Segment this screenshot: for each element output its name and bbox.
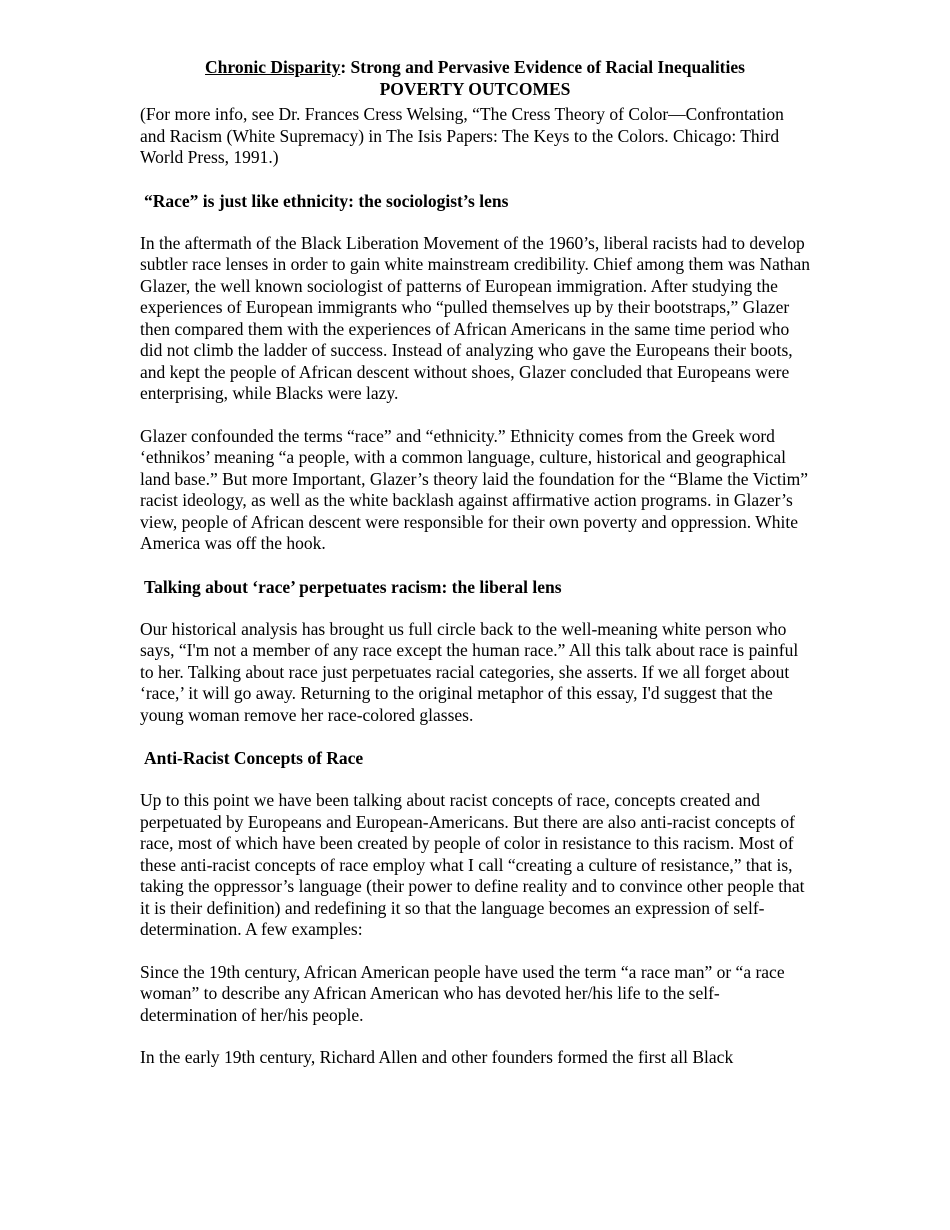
title-line [140,56,810,78]
title-underlined-part: Chronic Disparity [205,57,341,77]
paragraph-liberal-lens: Our historical analysis has brought us full circle back to the well-meaning white person who says, “I'm not a member of any race except the human race.” All this talk about race is painful to her. Talking about race just perpetuates racial categories, she asserts. If we all forget about ‘race,’ it will go away. Returning to the original metaphor of this essay, I'd suggest that the young woman remove her race-colored glasses. [140,618,799,725]
title-rest: : Strong and Pervasive Evidence of Racial Inequalities [340,57,745,77]
paragraph-race-man: Since the 19th century, African American people have used the term “a race man” or “a race woman” to describe any African American who has devoted her/his life to the self-determination of her/his people. [140,961,785,1025]
paragraph-anti-racist-concepts: Up to this point we have been talking about racist concepts of race, concepts created and perpetuated by Europeans and European-Americans. But there are also anti-racist concepts of race, most of which have been created by people of color in resistance to this racism. Most of these anti-racist concepts of race employ what I call “creating a culture of resistance,” that is, taking the oppressor’s language (their power to define reality and to convince other people that it is their definition) and redefining it so that the language becomes an expression of self-determination. A few examples: [140,790,805,939]
document-subtitle: POVERTY OUTCOMES [379,79,571,99]
citation-note: (For more info, see Dr. Frances Cress Welsing, “The Cress Theory of Color—Confrontation and Racism (White Supremacy) in The Isis Papers: The Keys to the Colors. Chicago: Third World Press, 1991.) [140,104,784,167]
paragraph-richard-allen: In the early 19th century, Richard Allen and other founders formed the first all Black [140,1047,734,1067]
paragraph-glazer-intro: In the aftermath of the Black Liberation Movement of the 1960’s, liberal racists had to develop subtler race lenses in order to gain white mainstream credibility. Chief among them was Nathan Glazer, the well known sociologist of patterns of European immigration. After studying the experiences of European immigrants who “pulled themselves up by their bootstraps,” Glazer then compared them with the experiences of African Americans in the same time period who did not climb the ladder of success. Instead of analyzing who gave the Europeans their boots, and kept the people of African descent without shoes, Glazer concluded that Europeans were enterprising, while Blacks were lazy. [140,232,810,403]
section-heading-anti-racist: Anti-Racist Concepts of Race [144,748,364,768]
section-heading-sociologist-lens: “Race” is just like ethnicity: the sociologist’s lens [144,190,509,211]
document-title [140,56,810,100]
document-page [140,56,810,1069]
paragraph-glazer-ethnicity: Glazer confounded the terms “race” and “ethnicity.” Ethnicity comes from the Greek word ‘ethnikos’ meaning “a people, with a common language, culture, historical and geographical land base.” But more Important, Glazer’s theory laid the foundation for the “Blame the Victim” racist ideology, as well as the white backlash against affirmative action programs. in Glazer’s view, people of African descent were responsible for their own poverty and oppression. White America was off the hook. [140,425,808,553]
section-heading-liberal-lens: Talking about ‘race’ perpetuates racism: the liberal lens [144,576,562,597]
